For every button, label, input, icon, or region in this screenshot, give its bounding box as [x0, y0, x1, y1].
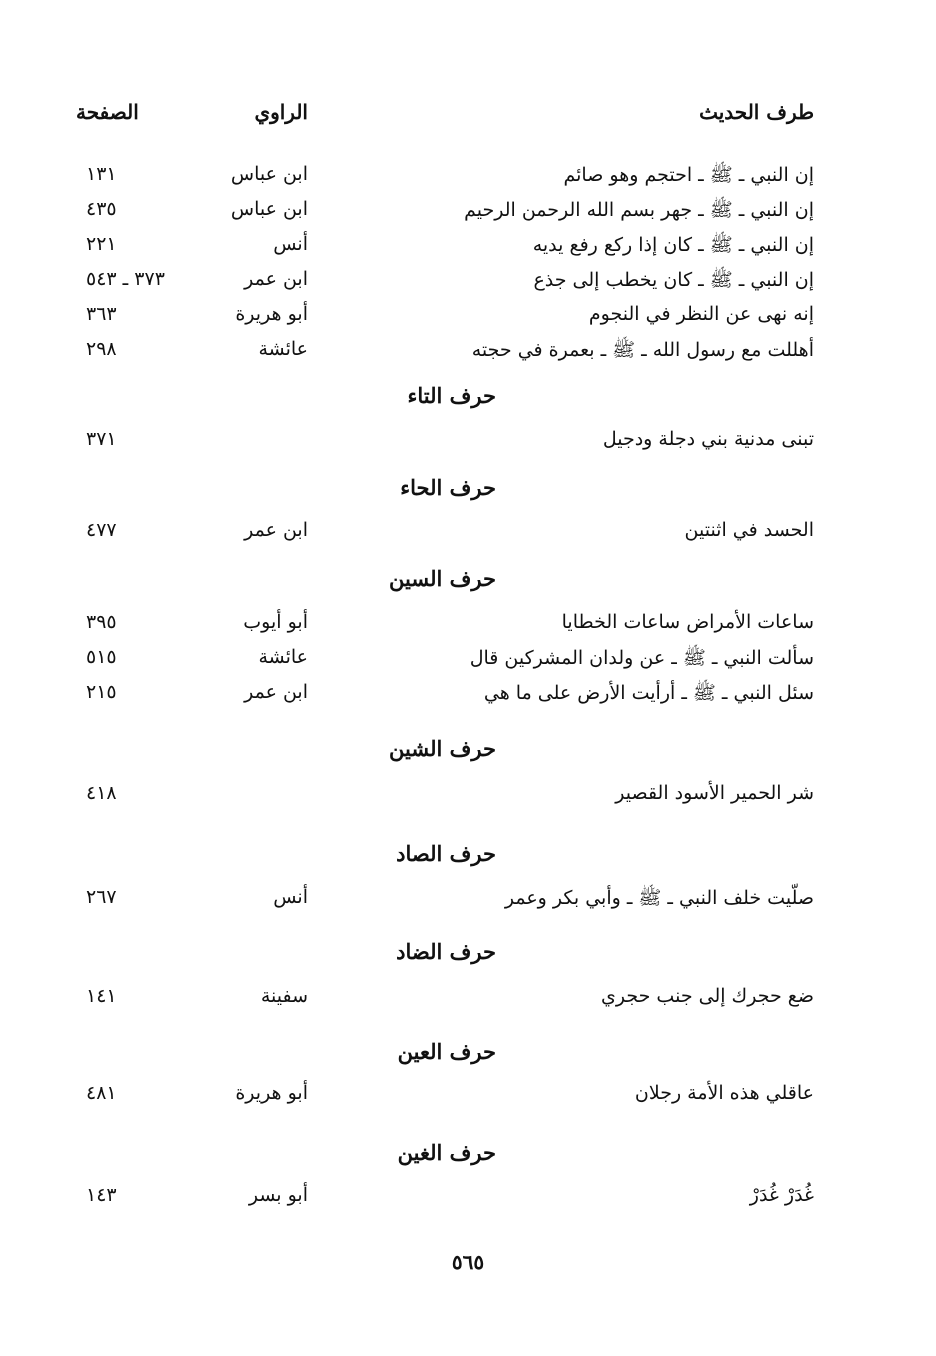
hadith-text: شر الحمير الأسود القصير [615, 782, 814, 804]
section-heading: حرف الحاء [400, 475, 496, 500]
page-ref: ٤٧٧ [86, 519, 117, 541]
hadith-text: إن النبي ـ ﷺ ـ كان يخطب إلى جذع [533, 269, 814, 291]
page-ref: ٢٢١ [86, 233, 117, 255]
table-row [0, 1082, 936, 1112]
table-row [0, 303, 936, 333]
hadith-text: الحسد في اثنتين [684, 519, 814, 541]
hadith-text: إن النبي ـ ﷺ ـ احتجم وهو صائم [563, 164, 814, 186]
page-ref: ٢١٥ [86, 681, 117, 703]
table-row [0, 782, 936, 812]
section-heading: حرف الشين [389, 736, 496, 761]
hadith-text: إن النبي ـ ﷺ ـ جهر بسم الله الرحمن الرحيم [464, 199, 814, 221]
table-row [0, 519, 936, 549]
table-row [0, 198, 936, 228]
page-ref: ٤١٨ [86, 782, 117, 804]
hadith-text: صلّيت خلف النبي ـ ﷺ ـ وأبي بكر وعمر [504, 887, 814, 909]
table-row [0, 163, 936, 193]
rawi-text: سفينة [260, 985, 308, 1007]
hadith-text: عاقلي هذه الأمة رجلان [634, 1082, 814, 1104]
page-ref: ٢٦٧ [86, 886, 117, 908]
table-row [0, 233, 936, 263]
hadith-text: ضع حجرك إلى جنب حجري [601, 985, 814, 1007]
rawi-text: أبو هريرة [235, 303, 308, 325]
rawi-text: أبو أيوب [243, 611, 308, 633]
section-heading: حرف السين [389, 566, 496, 591]
rawi-text: أنس [273, 233, 308, 255]
page-ref: ٥١٥ [86, 646, 117, 668]
table-row [0, 268, 936, 298]
page-ref: ٤٨١ [86, 1082, 117, 1104]
rawi-text: عائشة [258, 338, 308, 360]
table-row [0, 428, 936, 458]
page-ref: ٣٩٥ [86, 611, 117, 633]
page-ref: ٣٧٣ ـ ٥٤٣ [86, 268, 165, 290]
rawi-text: عائشة [258, 646, 308, 668]
page-ref: ١٤١ [86, 985, 117, 1007]
rawi-text: ابن عمر [244, 268, 308, 290]
page-number: ٥٦٥ [451, 1250, 485, 1274]
page-ref: ١٤٣ [86, 1184, 117, 1206]
hadith-text: غُدَرْ غُدَرْ [749, 1184, 814, 1206]
page-ref: ٣٧١ [86, 428, 117, 450]
rawi-text: ابن عمر [244, 681, 308, 703]
section-heading: حرف الصاد [396, 841, 496, 866]
page-ref: ٤٣٥ [86, 198, 117, 220]
page-ref: ٢٩٨ [86, 338, 117, 360]
table-row [0, 681, 936, 711]
header-page: الصفحة [76, 100, 139, 124]
rawi-text: أبو بسر [248, 1184, 308, 1206]
table-row [0, 1184, 936, 1214]
table-row [0, 611, 936, 641]
section-heading: حرف الضاد [396, 939, 496, 964]
table-row [0, 985, 936, 1015]
table-row [0, 646, 936, 676]
rawi-text: أنس [273, 886, 308, 908]
hadith-text: إنه نهى عن النظر في النجوم [588, 303, 814, 325]
table-row [0, 338, 936, 368]
section-heading: حرف الغين [397, 1140, 496, 1165]
rawi-text: ابن عمر [244, 519, 308, 541]
header-hadith: طرف الحديث [699, 100, 814, 124]
hadith-text: ساعات الأمراض ساعات الخطايا [561, 611, 814, 633]
rawi-text: ابن عباس [230, 163, 308, 185]
page-ref: ١٣١ [86, 163, 117, 185]
page-ref: ٣٦٣ [86, 303, 117, 325]
section-heading: حرف التاء [407, 383, 496, 408]
table-row [0, 886, 936, 916]
header-rawi: الراوي [254, 100, 308, 124]
hadith-text: أهللت مع رسول الله ـ ﷺ ـ بعمرة في حجته [471, 339, 814, 361]
hadith-text: إن النبي ـ ﷺ ـ كان إذا ركع رفع يديه [532, 234, 814, 256]
hadith-text: سألت النبي ـ ﷺ ـ عن ولدان المشركين قال [469, 647, 814, 669]
hadith-text: تبنى مدنية بني دجلة ودجيل [602, 428, 814, 450]
rawi-text: أبو هريرة [235, 1082, 308, 1104]
hadith-text: سئل النبي ـ ﷺ ـ أرأيت الأرض على ما هي [483, 682, 814, 704]
section-heading: حرف العين [397, 1039, 496, 1064]
rawi-text: ابن عباس [230, 198, 308, 220]
